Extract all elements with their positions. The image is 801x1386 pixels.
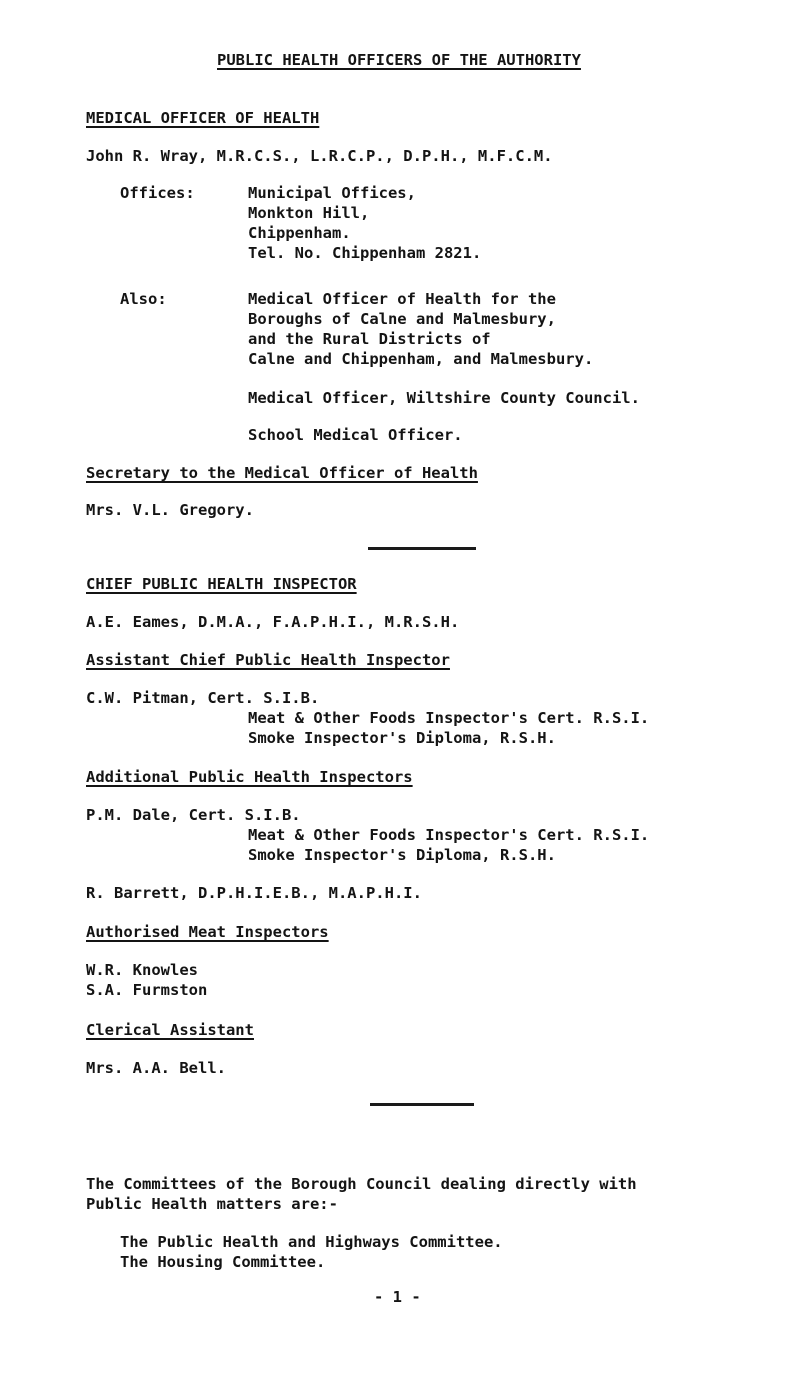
assistant-chief-name: C.W. Pitman, Cert. S.I.B. xyxy=(86,689,320,707)
meat-inspector-name: S.A. Furmston xyxy=(86,981,208,999)
inspector-name: P.M. Dale, Cert. S.I.B. xyxy=(86,806,301,824)
committees-intro: Public Health matters are:- xyxy=(86,1195,338,1213)
additional-inspectors-heading: Additional Public Health Inspectors xyxy=(86,768,413,786)
offices-line: Monkton Hill, xyxy=(248,204,370,222)
qualification-line: Meat & Other Foods Inspector's Cert. R.S.I. xyxy=(248,826,650,844)
committees-intro: The Committees of the Borough Council dealing directly with xyxy=(86,1175,637,1193)
meat-inspector-name: W.R. Knowles xyxy=(86,961,198,979)
section-divider xyxy=(368,547,476,550)
section-divider xyxy=(370,1103,474,1106)
committee-item: The Public Health and Highways Committee. xyxy=(120,1233,503,1251)
page-title: PUBLIC HEALTH OFFICERS OF THE AUTHORITY xyxy=(217,51,581,69)
assistant-chief-heading: Assistant Chief Public Health Inspector xyxy=(86,651,450,669)
secretary-name: Mrs. V.L. Gregory. xyxy=(86,501,254,519)
also-label: Also: xyxy=(120,290,167,308)
offices-line: Tel. No. Chippenham 2821. xyxy=(248,244,482,262)
secretary-heading: Secretary to the Medical Officer of Health xyxy=(86,464,478,482)
committee-item: The Housing Committee. xyxy=(120,1253,326,1271)
moh-heading: MEDICAL OFFICER OF HEALTH xyxy=(86,109,320,127)
page-number: - 1 - xyxy=(374,1288,421,1306)
meat-inspectors-heading: Authorised Meat Inspectors xyxy=(86,923,329,941)
also-line: and the Rural Districts of xyxy=(248,330,491,348)
also-line: Medical Officer of Health for the xyxy=(248,290,556,308)
offices-line: Municipal Offices, xyxy=(248,184,416,202)
moh-name: John R. Wray, M.R.C.S., L.R.C.P., D.P.H., M.F.C.M. xyxy=(86,147,553,165)
offices-label: Offices: xyxy=(120,184,195,202)
school-line: School Medical Officer. xyxy=(248,426,463,444)
county-line: Medical Officer, Wiltshire County Council. xyxy=(248,389,640,407)
inspector-name: R. Barrett, D.P.H.I.E.B., M.A.P.H.I. xyxy=(86,884,422,902)
qualification-line: Smoke Inspector's Diploma, R.S.H. xyxy=(248,729,556,747)
chief-inspector-heading: CHIEF PUBLIC HEALTH INSPECTOR xyxy=(86,575,357,593)
also-line: Calne and Chippenham, and Malmesbury. xyxy=(248,350,594,368)
also-line: Boroughs of Calne and Malmesbury, xyxy=(248,310,556,328)
chief-inspector-name: A.E. Eames, D.M.A., F.A.P.H.I., M.R.S.H. xyxy=(86,613,460,631)
offices-line: Chippenham. xyxy=(248,224,351,242)
qualification-line: Meat & Other Foods Inspector's Cert. R.S.I. xyxy=(248,709,650,727)
qualification-line: Smoke Inspector's Diploma, R.S.H. xyxy=(248,846,556,864)
clerical-heading: Clerical Assistant xyxy=(86,1021,254,1039)
clerical-name: Mrs. A.A. Bell. xyxy=(86,1059,226,1077)
